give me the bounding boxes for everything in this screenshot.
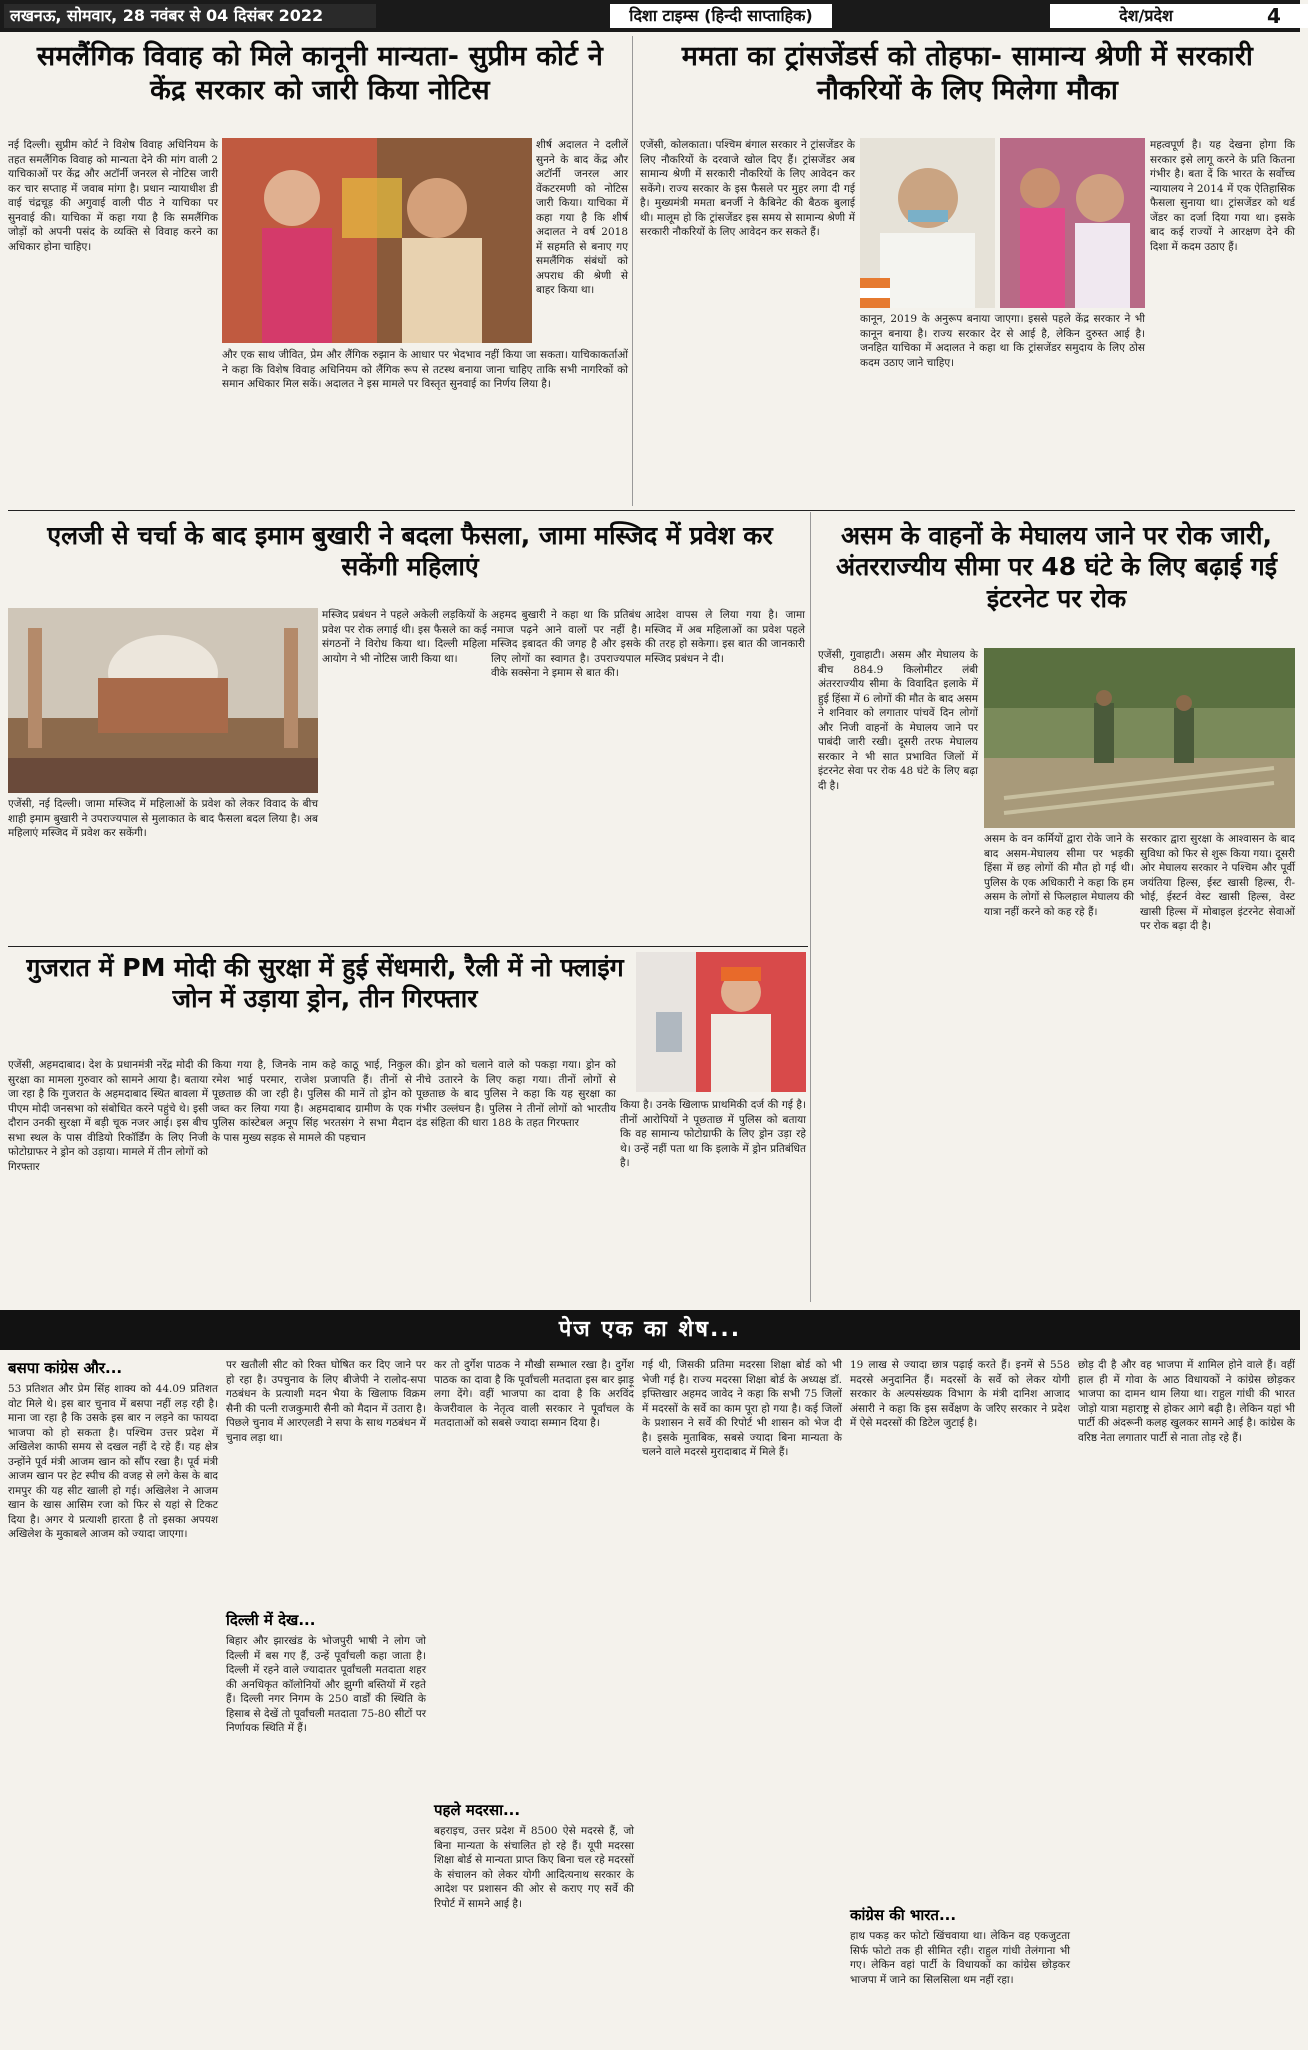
continued-1-title: बसपा कांग्रेस और... bbox=[8, 1359, 123, 1377]
continued-6-text: छोड़ दी है और वह भाजपा में शामिल होने वाले हैं। वहीं हाल ही में गोवा के आठ विधायकों ने कांग्रेस छोड़कर भाजपा का दामन थाम लिया था। राहुल गांधी की भारत जोड़ो यात्रा महाराष्ट्र से होकर आगे बढ़ी है। लेकिन यहां भी पार्टी की अंदरूनी कलह खुलकर सामने आई है। कांग्रेस के वरिष्ठ नेता लगातार पार्टी से नाता तोड़ रहे हैं। bbox=[1078, 1359, 1299, 1444]
continued-4-text: गई थी, जिसकी प्रतिमा मदरसा शिक्षा बोर्ड को भी भेजी गई है। राज्य मदरसा शिक्षा बोर्ड के अध्यक्ष डॉ. इफ्तिखार अहमद जावेद ने कहा कि सभी 75 जिलों में मदरसों के सर्वे का काम पूरा हो गया है। कई जिलों के प्रशासन ने सर्वे की रिपोर्ट भी शासन को भेज दी है। इसके मुताबिक, सबसे ज्यादा बिना मान्यता के चलने वाले मदरसे मुरादाबाद में मिले हैं। bbox=[642, 1359, 846, 1458]
article-3-col-3: अहमद बुखारी ने कहा था कि प्रतिबंध नमाज पढ़ने आने वालों पर नहीं है। मस्जिद इबादत की जगह है और इसके लिए लोगों का स्वागत है। उपराज्यपाल वीके सक्सेना ने इमाम से बात की। bbox=[491, 609, 645, 679]
article-4-col-2: असम के वन कर्मियों द्वारा रोके जाने के बाद असम-मेघालय सीमा पर भड़की हिंसा में छह लोगों की मौत हो गई थी। पुलिस के एक अधिकारी ने कहा कि हम असम के लोगों से फिलहाल मेघालय की यात्रा नहीं करने को कह रहे हैं। bbox=[984, 833, 1138, 918]
modi-rally-photo bbox=[636, 952, 806, 1092]
article-4-col-1: एजेंसी, गुवाहाटी। असम और मेघालय के बीच 884.9 किलोमीटर लंबी अंतरराज्यीय सीमा के विवादित इलाके में हुई हिंसा में 6 लोगों की मौत के बाद असम ने शनिवार को लगातार पांचवें दिन लोगों और निजी वाहनों के मेघालय जाने पर पाबंदी जारी रखी। दूसरी तरफ मेघालय सरकार ने भी सात प्रभावित जिलों में इंटरनेट सेवा पर रोक 48 घंटे के लिए बढ़ा दी है। bbox=[818, 649, 982, 792]
paper-name: दिशा टाइम्स (हिन्दी साप्ताहिक) bbox=[610, 4, 832, 28]
continued-3-text: कर तो दुर्गेश पाठक ने मौखी सम्भाल रखा है। दुर्गेश पाठक का दावा है कि पूर्वांचली मतदाता इस बार झाड़ू लगा देंगे। वहीं भाजपा का दावा है कि अरविंद केजरीवाल के नेतृत्व वाली सरकार ने पूर्वांचल के मतदाताओं को सबसे ज्यादा सम्मान दिया है। bbox=[434, 1359, 638, 1429]
jama-masjid-photo bbox=[8, 608, 318, 793]
section-divider bbox=[8, 510, 1295, 511]
article-5-col-4: किया है। उनके खिलाफ प्राथमिकी दर्ज की गई है। तीनों आरोपियों ने पूछताछ में पुलिस को बताया कि वह सामान्य फोटोग्राफी के लिए ड्रोन उड़ा रहे थे। उन्हें नहीं पता था कि इलाके में ड्रोन प्रतिबंधित है। bbox=[620, 1099, 810, 1169]
article-2-col-3: महत्वपूर्ण है। यह देखना होगा कि सरकार इसे लागू करने के प्रति कितना गंभीर है। बता दें कि भारत के सर्वोच्च न्यायालय ने 2014 में एक ऐतिहासिक फैसला सुनाया था। ट्रांसजेंडर को थर्ड जेंडर का दर्जा दिया गया था। इसके बाद कई राज्यों ने आरक्षण देने की दिशा में कदम उठाए हैं। bbox=[1150, 139, 1299, 253]
column-divider bbox=[810, 512, 811, 1302]
continued-3b-text: बहराइच, उत्तर प्रदेश में 8500 ऐसे मदरसे हैं, जो बिना मान्यता के संचालित हो रहे हैं। यूपी मदरसा शिक्षा बोर्ड से मान्यता प्राप्त किए बिना चल रहे मदरसों के संचालन को लेकर योगी आदित्यनाथ सरकार के आदेश पर प्रशासन की ओर से कराए गए सर्वे की रिपोर्ट में सामने आई है। bbox=[434, 1825, 638, 1910]
article-1-col-3: और एक साथ जीवित, प्रेम और लैंगिक रुझान के आधार पर भेदभाव नहीं किया जा सकता। याचिकाकर्ताओं ने कहा कि विशेष विवाह अधिनियम को लैंगिक रूप से तटस्थ बनाया जाना चाहिए ताकि सभी नागरिकों को समान अधिकार मिल सकें। अदालत ने इस मामले पर विस्तृत सुनवाई का निर्णय लिया है। bbox=[222, 349, 632, 390]
article-3-col-1: एजेंसी, नई दिल्ली। जामा मस्जिद में महिलाओं के प्रवेश को लेकर विवाद के बीच शाही इमाम बुखारी ने उपराज्यपाल से मुलाकात के बाद फैसला बदल लिया है। अब महिलाएं मस्जिद में प्रवेश कर सकेंगी। bbox=[8, 798, 322, 839]
article-3-headline: एलजी से चर्चा के बाद इमाम बुखारी ने बदला फैसला, जामा मस्जिद में प्रवेश कर सकेंगी महिलाएं bbox=[47, 521, 773, 582]
continued-2-text: पर खतौली सीट को रिक्त घोषित कर दिए जाने पर हो रहा है। उपचुनाव के लिए बीजेपी ने रालोद-सपा गठबंधन के प्रत्याशी मदन भैया के खिलाफ विक्रम सैनी की पत्नी राजकुमारी सैनी को मैदान में उतारा है। पिछले चुनाव में आरएलडी ने सपा के साथ गठबंधन में चुनाव लड़ा था। bbox=[226, 1359, 430, 1444]
border-police-photo bbox=[984, 648, 1295, 828]
mamata-photo bbox=[860, 138, 995, 308]
masthead bbox=[0, 0, 1300, 32]
column-divider bbox=[632, 36, 633, 506]
article-3-col-2: मस्जिद प्रबंधन ने पहले अकेली लड़कियों के प्रवेश पर रोक लगाई थी। इस फैसले का कई संगठनों ने विरोध किया था। दिल्ली महिला आयोग ने भी नोटिस जारी किया था। bbox=[322, 609, 491, 665]
continued-5-text: 19 लाख से ज्यादा छात्र पढ़ाई करते हैं। इनमें से 558 मदरसे अनुदानित हैं। मदरसों के सर्वे को लेकर योगी सरकार के अल्पसंख्यक विभाग के मंत्री दानिश आजाद अंसारी ने कहा कि इस सर्वेक्षण के जरिए सरकार ने प्रदेश में ऐसे मदरसों की डिटेल जुटाई है। bbox=[850, 1359, 1074, 1429]
continued-2-title: दिल्ली में देख... bbox=[226, 1611, 316, 1629]
article-5-headline: गुजरात में PM मोदी की सुरक्षा में हुई सेंधमारी, रैली में नो फ्लाइंग जोन में उड़ाया ड्रोन, तीन गिरफ्तार bbox=[26, 953, 624, 1014]
wedding-photo bbox=[222, 138, 532, 343]
section-divider bbox=[8, 946, 808, 947]
article-1-headline: समलैंगिक विवाह को मिले कानूनी मान्यता- सुप्रीम कोर्ट ने केंद्र सरकार को जारी किया नोटिस bbox=[36, 41, 604, 106]
article-1-col-1: नई दिल्ली। सुप्रीम कोर्ट ने विशेष विवाह अधिनियम के तहत समलैंगिक विवाह को मान्यता देने की मांग वाली 2 याचिकाओं पर केंद्र और अटॉर्नी जनरल से नोटिस जारी कर चार सप्ताह में जवाब मांगा है। प्रधान न्यायाधीश डी वाई चंद्रचूड़ की अगुवाई वाली पीठ ने याचिका पर सुनवाई की। याचिका में कहा गया है कि समलैंगिक जोड़ों को अपनी पसंद के व्यक्ति से विवाह करने का अधिकार होना चाहिए। bbox=[8, 139, 222, 253]
article-5-col-1: एजेंसी, अहमदाबाद। देश के प्रधानमंत्री नरेंद्र मोदी की सुरक्षा का मामला गुरुवार को सामने आया है। बताया जा रहा है कि गुजरात के अहमदाबाद स्थित बावला में पीएम मोदी जनसभा को संबोधित करने पहुंचे थे। इसी दौरान उनकी सुरक्षा में बड़ी चूक नजर आई। इस बीच सभा स्थल के पास वीडियो रिकॉर्डिंग के लिए निजी फोटोग्राफर ने ड्रोन को उड़ाया। मामले में तीन लोगों को गिरफ्तार bbox=[8, 1059, 212, 1173]
continued-3-title: पहले मदरसा... bbox=[434, 1801, 521, 1819]
article-5-col-2: किया गया है, जिनके नाम कहे काठू भाई, निकुल रमेश भाई परमार, राजेश प्रजापति हैं। तीनों से पूछताछ की जा रही है। पुलिस की मानें तो ड्रोन को जब्त कर लिया गया है। अहमदाबाद ग्रामीण के एक पुलिस कांस्टेबल अनूप सिंह भरतसंग ने सभा मैदान के पास मुख्य सड़क से मामले की पहचान bbox=[212, 1059, 416, 1144]
section-label: देश/प्रदेश bbox=[1050, 4, 1242, 28]
article-5-col-3: की। ड्रोन को चलाने वाले को पकड़ा गया। ड्रोन को नीचे उतारने के लिए कहा गया। तीनों लोगों से पूछताछ के बाद पुलिस ने कहा कि यह सुरक्षा का गंभीर उल्लंघन है। पुलिस ने तीनों लोगों को भारतीय दंड संहिता की धारा 188 के तहत गिरफ्तार bbox=[416, 1059, 620, 1129]
continued-5-title: कांग्रेस की भारत... bbox=[850, 1906, 957, 1924]
continued-2b-text: बिहार और झारखंड के भोजपुरी भाषी ने लोग जो दिल्ली में बस गए हैं, उन्हें पूर्वांचली कहा जाता है। दिल्ली में रहने वाले ज्यादातर पूर्वांचली मतदाता शहर की अनधिकृत कॉलोनियों और झुग्गी बस्तियों में रहते हैं। दिल्ली नगर निगम के 250 वार्डों की स्थिति के हिसाब से देखें तो पूर्वांचली मतदाता 75-80 सीटों पर निर्णायक स्थिति में हैं। bbox=[226, 1635, 430, 1734]
continued-1-text: 53 प्रतिशत और प्रेम सिंह शाक्य को 44.09 प्रतिशत वोट मिले थे। इस बार चुनाव में बसपा नहीं लड़ रही है। माना जा रहा है कि उसके इस बार न लड़ने का फायदा भाजपा को हो सकता है। पश्चिम उत्तर प्रदेश में अखिलेश काफी समय से दखल नहीं दे रहे हैं। यह क्षेत्र उन्होंने पूर्व मंत्री आजम खान को सौंप रखा है। पूर्व मंत्री आजम खान पर हेट स्पीच की वजह से लगे केस के बाद रामपुर की यह सीट खाली हो गई। अखिलेश ने आजम खान के खास आसिम रजा को फिर से यहां से टिकट दिया है। अगर ये प्रत्याशी हारता है तो इसका अपयश अखिलेश के मुकाबले आजम को ज्यादा जाएगा। bbox=[8, 1383, 222, 1540]
article-1-col-2: शीर्ष अदालत ने दलीलें सुनने के बाद केंद्र और अटॉर्नी जनरल आर वेंकटरमणी को नोटिस जारी किया। याचिका में कहा गया है कि शीर्ष अदालत ने वर्ष 2018 में सहमति से बनाए गए समलैंगिक संबंधों को अपराध की श्रेणी से बाहर किया था। bbox=[536, 139, 632, 296]
article-2-headline: ममता का ट्रांसजेंडर्स को तोहफा- सामान्य श्रेणी में सरकारी नौकरियों के लिए मिलेगा मौका bbox=[681, 41, 1254, 106]
article-2-col-1: एजेंसी, कोलकाता। पश्चिम बंगाल सरकार ने ट्रांसजेंडर के लिए नौकरियों के दरवाजे खोल दिए हैं। ट्रांसजेंडर अब सामान्य श्रेणी में सरकारी नौकरियों के लिए आवेदन कर सकेंगे। राज्य सरकार के इस फैसले पर मुहर लगा दी गई है। मुख्यमंत्री ममता बनर्जी ने कैबिनेट की बैठक बुलाई थी। मालूम हो कि ट्रांसजेंडर इस समय से सामान्य श्रेणी में सरकारी नौकरियों के लिए आवेदन कर सकते हैं। bbox=[640, 139, 859, 238]
article-4-col-3: सरकार द्वारा सुरक्षा के आश्वासन के बाद सुविधा को फिर से शुरू किया गया। दूसरी ओर मेघालय सरकार ने पश्चिम और पूर्वी जयंतिया हिल्स, ईस्ट खासी हिल्स, री-भोई, ईस्टर्न वेस्ट खासी हिल्स, वेस्ट खासी हिल्स में मोबाइल इंटरनेट सेवाओं पर रोक बढ़ा दी है। bbox=[1140, 833, 1299, 932]
issue-date: लखनऊ, सोमवार, 28 नवंबर से 04 दिसंबर 2022 bbox=[4, 4, 376, 28]
continued-banner: पेज एक का शेष... bbox=[0, 1310, 1300, 1350]
article-3-col-4: आदेश वापस ले लिया गया है। जामा मस्जिद में अब महिलाओं का प्रवेश पहले की तरह हो सकेगा। इस बात की जानकारी मस्जिद प्रबंधन ने दी। bbox=[645, 609, 809, 665]
continued-5b-text: हाथ पकड़ कर फोटो खिंचवाया था। लेकिन वह एकजुटता सिर्फ फोटो तक ही सीमित रही। राहुल गांधी तेलंगाना भी गए। लेकिन वहां पार्टी के विधायकों का कांग्रेस छोड़कर भाजपा में जाने का सिलसिला थम नहीं रहा। bbox=[850, 1930, 1074, 1986]
article-2-col-2: कानून, 2019 के अनुरूप बनाया जाएगा। इससे पहले केंद्र सरकार ने भी कानून बनाया है। राज्य सरकार देर से आई है, लेकिन दुरुस्त आई है। जनहित याचिका में अदालत ने कहा था कि ट्रांसजेंडर समुदाय के लिए ठोस कदम उठाए जाने चाहिए। bbox=[860, 313, 1149, 369]
page-number: 4 bbox=[1240, 4, 1308, 28]
article-4-headline: असम के वाहनों के मेघालय जाने पर रोक जारी, अंतरराज्यीय सीमा पर 48 घंटे के लिए बढ़ाई गई इंटरनेट पर रोक bbox=[836, 521, 1277, 613]
transgender-group-photo bbox=[1000, 138, 1145, 308]
